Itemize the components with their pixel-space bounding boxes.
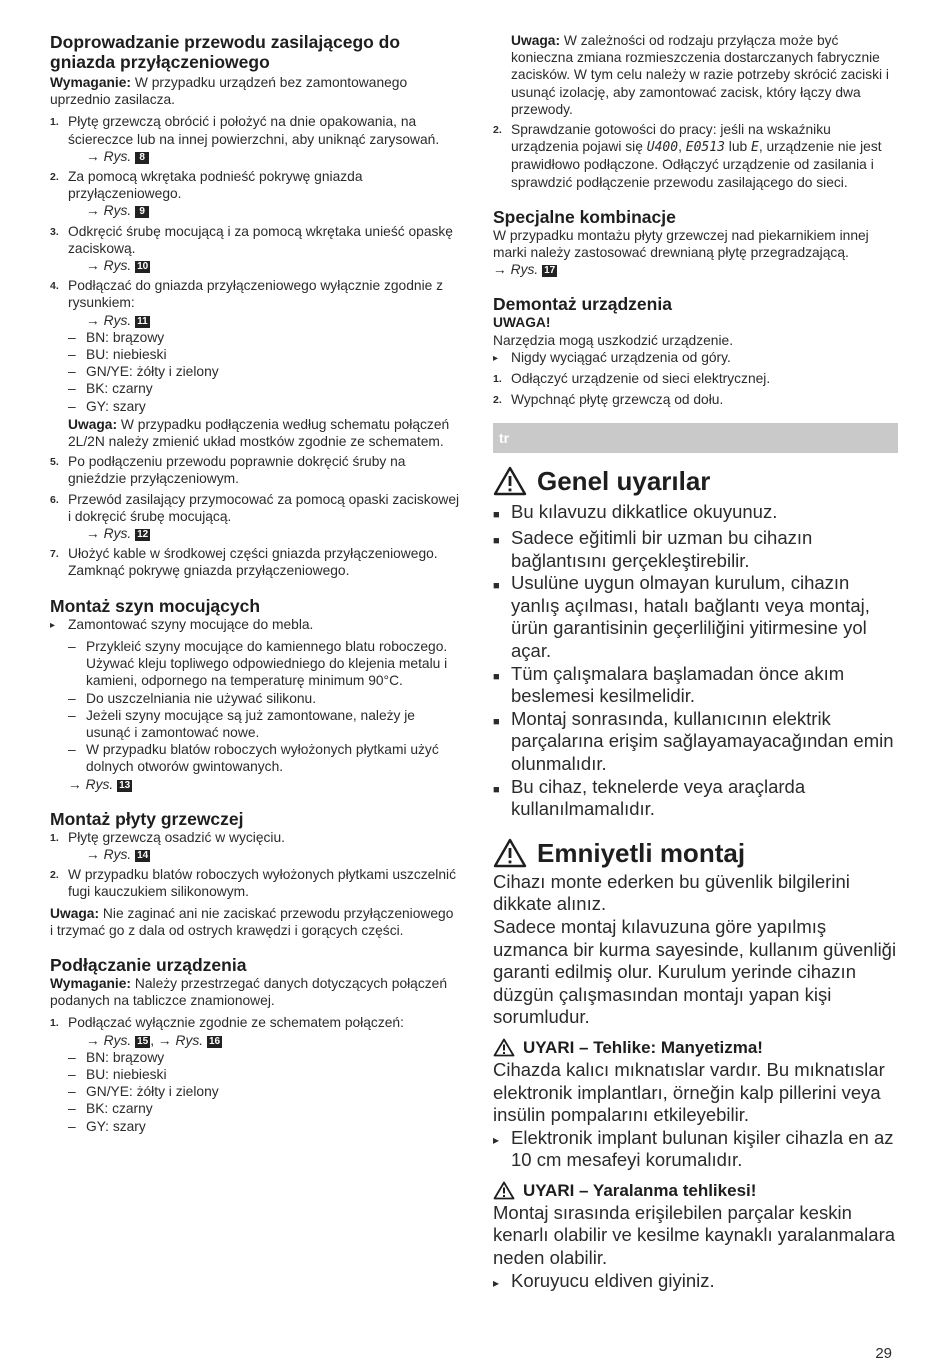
display-code: E — [751, 140, 759, 156]
figure-ref: → Rys. 12 — [86, 526, 149, 542]
wire-item: – BK: czarny — [68, 381, 153, 397]
requirement-1: Wymaganie: W przypadku urządzeń bez zamontowanego uprzednio zasilacza. — [50, 75, 408, 108]
wire-item: – GY: szary — [68, 1118, 146, 1134]
step-3: 3. Odkręcić śrubę mocującą i za pomocą wkrętaka unieść opaskę zaciskową. → Rys. 10 — [50, 223, 460, 275]
wire-item: – BN: brązowy — [68, 329, 165, 345]
heading-genel: Genel uyarılar — [493, 465, 898, 497]
figure-ref: → Rys. 10 — [86, 258, 149, 274]
left-column — [50, 32, 460, 1135]
step-2: 2. Za pomocą wkrętaka podnieść pokrywę gniazda przyłączeniowego. → Rys. 9 — [50, 168, 460, 220]
display-code: E0513 — [685, 140, 725, 156]
step-6: 6. Przewód zasilający przymocować za pomocą opaski zaciskowej i dokręcić śrubę mocującą. → Rys. 12 — [50, 491, 460, 542]
note-cable: Uwaga: Nie zaginać ani nie zaciskać przewodu przyłączeniowego i trzymać go z dala od ostrych krawędzi i gorących części. — [50, 905, 454, 938]
emniyet-p1: Cihazı monte ederken bu güvenlik bilgilerini dikkate alınız. — [493, 870, 850, 915]
figure-ref: → Rys. 15 , → Rys. 16 — [86, 1032, 221, 1048]
step-1: 1. Płytę grzewczą osadzić w wycięciu. → Rys. 14 — [50, 829, 460, 863]
wire-item: – BU: niebieski — [68, 347, 167, 363]
magnet-text: Cihazda kalıcı mıknatıslar vardır. Bu mıknatıslar elektronik implantları, örneğin kalp pillerini veya insülin pompalarını etkileyebilir. — [493, 1058, 885, 1126]
injury-action: ▸ Koruyucu eldiven giyiniz. — [493, 1269, 715, 1291]
warning-injury: UYARI – Yaralanma tehlikesi! — [493, 1180, 898, 1202]
emniyet-body — [493, 871, 898, 1295]
emniyet-p2: Sadece montaj kılavuzuna göre yapılmış uzmanca bir kurma sayesinde, kullanım güvenliği garanti edilmiş olur. Kurulum yerinde cihazın düzgün çalışmasından montajı yapan kişi sorumludur. — [493, 915, 897, 1028]
right-column — [493, 32, 898, 1294]
wire-item: – GN/YE: żółty i zielony — [68, 364, 219, 380]
rails-item: – Przykleić szyny mocujące do kamiennego blatu roboczego. Używać kleju topliwego odpowiedniego do klejenia metalu i kamieni, odpornego na temperaturę minimum 90°C. — [68, 638, 448, 689]
warning-icon — [493, 838, 527, 868]
step-4: 4. Podłączać do gniazda przyłączeniowego wyłącznie zgodnie z rysunkiem: → Rys. 11 – BN: brązowy – BU: niebieski – GN/YE: żółty i zielony – BK: czarny – GY: szary Uwaga: W przypadku podłączenia według schematu połączeń 2L/2N należy zmienić układ mostków zgodnie ze schematem. — [50, 277, 460, 450]
step-1: 1. Odłączyć urządzenie od sieci elektrycznej. — [493, 371, 771, 387]
magnet-action: ▸ Elektronik implant bulunan kişiler cihazla en az 10 cm mesafeyi korumalıdır. — [493, 1126, 894, 1171]
list-item: ■ Tüm çalışmalara başlamadan önce akım beslemesi kesilmelidir. — [493, 662, 845, 707]
special-text: W przypadku montażu płyty grzewczej nad piekarnikiem innej marki należy zastosować drewnianą płytę przegradzającą. — [493, 227, 869, 261]
wire-item: – BK: czarny — [68, 1101, 153, 1117]
wire-item: – BU: niebieski — [68, 1066, 167, 1082]
heading-emniyet: Emniyetli montaj — [493, 837, 898, 869]
wire-item: – GY: szary — [68, 398, 146, 414]
figure-ref: → Rys. 17 — [493, 262, 556, 278]
step-2: 2. Sprawdzanie gotowości do pracy: jeśli na wskaźniku urządzenia pojawi się U400, E0513 lub E, urządzenie nie jest prawidłowo podłączone. Odłączyć urządzenie od zasilania i sprawdzić podłączenie przewodu zasilającego do sieci. — [493, 122, 882, 190]
heading-removal: Demontaż urządzenia — [493, 294, 672, 315]
step-1: 1. Podłączać wyłącznie zgodnie ze schematem połączeń: → Rys. 15 , → Rys. 16 – BN: brązowy – BU: niebieski – GN/YE: żółty i zielony – BK: czarny – GY: szary — [50, 1014, 460, 1134]
bullet-removal: ▸ Nigdy wyciągać urządzenia od góry. — [493, 349, 731, 365]
warning-magnet: UYARI – Tehlike: Manyetizma! — [493, 1037, 898, 1059]
steps-power-cable — [50, 113, 460, 579]
language-bar: tr — [493, 423, 898, 453]
step-7: 7. Ułożyć kable w środkowej części gniazda przyłączeniowego. Zamknąć pokrywę gniazda przyłączeniowego. — [50, 546, 438, 579]
heading-rails: Montaż szyn mocujących — [50, 595, 261, 616]
display-code: U400 — [646, 140, 679, 156]
heading-power-cable: Doprowadzanie przewodu zasilającego do gniazda przyłączeniowego — [50, 32, 401, 72]
requirement-2: Wymaganie: Należy przestrzegać danych dotyczących połączeń podanych na tabliczce znamionowej. — [50, 975, 447, 1009]
note-terminals: Uwaga: W zależności od rodzaju przyłącza może być konieczna zmiana rozmieszczenia dostarczanych fabrycznie zacisków. W tym celu należy w razie potrzeby skrócić zaciski i usunąć izolację, aby zamontować zacisk, który łączy dwa przewody. — [511, 33, 889, 117]
wire-item: – BN: brązowy — [68, 1049, 165, 1065]
list-item: ■ Sadece eğitimli bir uzman bu cihazın bağlantısını gerçekleştirebilir. — [493, 527, 813, 571]
rails-dash-list — [68, 638, 460, 776]
rails-item: – W przypadku blatów roboczych wyłożonych płytkami użyć dolnych otworów gwintowanych. — [68, 742, 439, 775]
caution-label: UWAGA! — [493, 315, 551, 331]
step-5: 5. Po podłączeniu przewodu poprawnie dokręcić śruby na gnieździe przyłączeniowym. — [50, 454, 406, 487]
heading-special: Specjalne kombinacje — [493, 206, 676, 227]
caution-text: Narzędzia mogą uszkodzić urządzenie. — [493, 332, 734, 348]
steps-hob-mount — [50, 829, 460, 901]
step-2: 2. W przypadku blatów roboczych wyłożonych płytkami uszczelnić fugi kauczukiem silikonowym. — [50, 867, 456, 900]
warning-icon — [493, 1038, 515, 1057]
rails-item: – Do uszczelniania nie używać silikonu. — [68, 690, 317, 706]
heading-connect: Podłączanie urządzenia — [50, 954, 247, 975]
warning-icon — [493, 466, 527, 496]
list-item: ■ Montaj sonrasında, kullanıcının elektrik parçalarına erişim sağlayamayacağından emin olunmalıdır. — [493, 707, 894, 774]
bullet-rails: ▸ Zamontować szyny mocujące do mebla. — [50, 616, 314, 632]
heading-hob-mount: Montaż płyty grzewczej — [50, 808, 244, 829]
list-item: ■ Bu kılavuzu dikkatlice okuyunuz. — [493, 501, 778, 523]
warning-icon — [493, 1181, 515, 1200]
genel-list — [493, 501, 898, 820]
list-item: ■ Usulüne uygun olmayan kurulum, cihazın yanlış açılması, hatalı bağlantı veya montaj, ürün garantisinin geçerliliğini yitirmesine yol açar. — [493, 572, 870, 662]
figure-ref: → Rys. 11 — [86, 312, 148, 328]
wire-item: – GN/YE: żółty i zielony — [68, 1084, 219, 1100]
figure-ref: → Rys. 13 — [68, 776, 131, 792]
step-2: 2. Wypchnąć płytę grzewczą od dołu. — [493, 392, 724, 408]
rails-item: – Jeżeli szyny mocujące są już zamontowane, należy je usunąć i zamontować nowe. — [68, 707, 415, 740]
injury-text: Montaj sırasında erişilebilen parçalar keskin kenarlı olabilir ve kesilme kaynaklı yaralanmalara neden olabilir. — [493, 1201, 896, 1269]
figure-ref: → Rys. 9 — [86, 202, 460, 219]
list-item: ■ Bu cihaz, teknelerde veya araçlarda kullanılmamalıdır. — [493, 775, 806, 820]
step-1: 1. Płytę grzewczą obrócić i położyć na dnie opakowania, na ściereczce lub na innej powierzchni, aby uniknąć zarysowań. → Rys. 8 — [50, 113, 460, 165]
note-2l2n: Uwaga: W przypadku podłączenia według schematu połączeń 2L/2N należy zmienić układ mostków zgodnie ze schematem. — [68, 416, 450, 450]
figure-ref: → Rys. 14 — [86, 846, 149, 862]
figure-ref: → Rys. 8 — [86, 148, 460, 165]
page-number: 29 — [875, 1345, 892, 1362]
